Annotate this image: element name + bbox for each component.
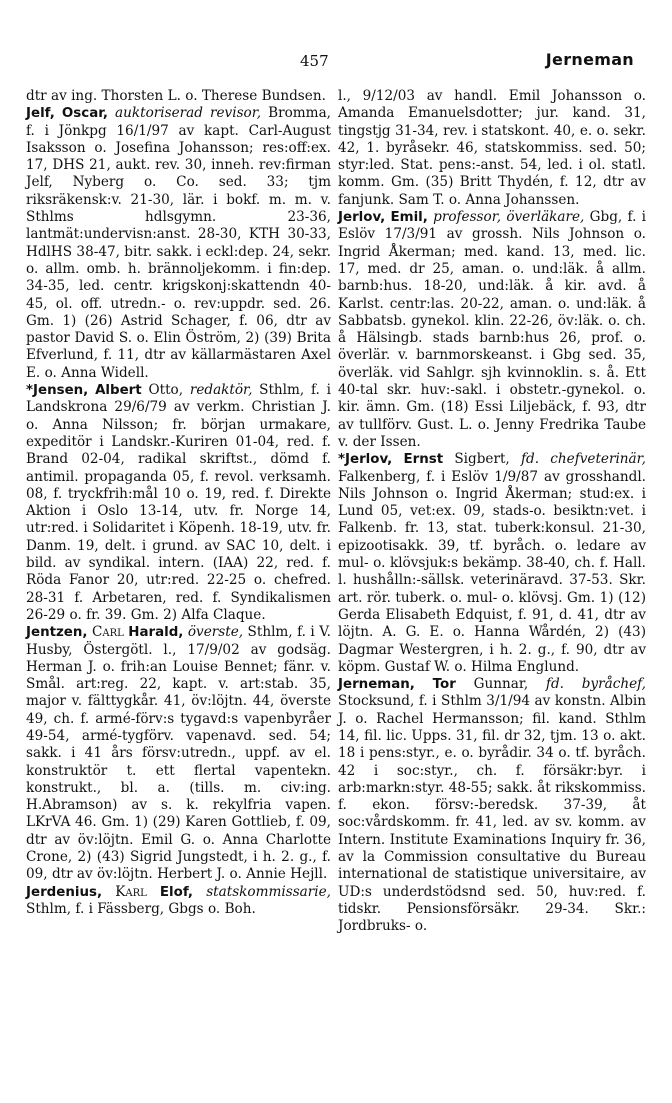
right-column (338, 88, 646, 936)
entry-given-name: Ernst (403, 452, 444, 468)
biography-entry (26, 624, 331, 883)
entry-text: Gbg, f. i Eslöv 17/3/91 av grossh. Nils Johnson o. Ingrid Åkerman; med. kand. 13, med. lic. 17, med. dr 25, aman. o. und:läk. å allm. barnb:hus. 18-20, und:läk. å kir. avd. å Karlst. centr:las. 20-22, aman. o. und:läk. å Sabbatsb. gynekol. klin. 22-26, öv:läk. o. ch. å Hälsingb. stads barnb:hus 26, prof. o. överlär. v. barnmorskeanst. i Gbg sed. 35, överläk. vid Sahlgr. sjh kvinnoklin. s. å. Ett 40-tal skr. huv:-sakl. i obstetr.-gynekol. o. kir. ämn. Gm. (18) Essi Liljebäck, f. 93, dtr av tullförv. Gust. L. o. Jenny Fredrika Taube v. der Issen. (338, 209, 647, 450)
entry-title: professor, överläkare, (433, 209, 585, 226)
entry-surname: Jerneman, (338, 677, 415, 693)
entry-title: fd. byråchef, (545, 676, 646, 693)
entry-given-name-pre: Carl (87, 624, 129, 641)
biography-entry (338, 209, 646, 451)
entry-title: statskommissarie, (206, 883, 331, 900)
entry-text: Stocksund, f. i Sthlm 3/1/94 av konstn. Albin J. o. Rachel Hermansson; fil. kand. Sthlm 14, fil. lic. Upps. 31, fil. dr 32, tjm. 13 o. akt. 18 i pens:styr., e. o. byrådir. 34 o. tf. byråch. 42 i soc:styr., ch. f. försäkr:byr. i arb:markn:styr. 48-55; sakk. åt rikskommiss. f. ekon. försv:-beredsk. 37-39, åt soc:vårdskomm. fr. 41, led. av sv. komm. av Intern. Institute Examinations Inquiry fr. 36, av la Commission consultative du Bureau international de statistique universitaire, av UD:s underdstödsnd sed. 50, huv:red. f. tidskr. Pensionsförsäkr. 29-34. Skr.: Jordbruks- o. (338, 693, 646, 935)
entry-given-name-pre (392, 451, 403, 467)
biography-entry (26, 382, 331, 624)
entry-given-name-post: Sigbert, (443, 451, 510, 468)
entry-continuation: dtr av ing. Thorsten L. o. Therese Bundsen. (26, 88, 326, 104)
entry-text: Sthlm, f. i Fässberg, Gbgs o. Boh. (26, 900, 256, 917)
entry-text: Falkenberg, f. i Eslöv 1/9/87 av grosshandl. Nils Johnson o. Ingrid Åkerman; stud:ex. i Lund 05, vet:ex. 09, stads-o. besiktn:vet. i Falkenb. fr. 13, stat. tuberk:konsul. 21-30, epizootisakk. 39, tf. byråch. o. ledare av mul- o. klövsjuk:s bekämp. 38-40, ch. f. Hall. l. hushålln:-sällsk. veterinäravd. 37-53. Skr. art. rör. tuberk. o. mul- o. klövsj. Gm. 1) (12) Gerda Elisabeth Edquist, f. 91, d. 41, dtr av löjtn. A. G. E. o. Hanna Wårdén, 2) (43) Dagmar Westergren, i h. 2. g., f. 90, dtr av köpm. Gustaf W. o. Hilma Englund. (338, 468, 646, 675)
entry-text: Sthlm, f. i Landskrona 29/6/79 av verkm. Christian J. o. Anna Nilsson; fr. början urmakare, expeditör i Landskr.-Kuriren 01-04, red. f. Brand 02-04, radikal skriftst., dömd f. antimil. propaganda 05, f. revol. verksamh. 08, f. tryckfrih:mål 10 o. 19, red. f. Direkte Aktion i Oslo 13-14, utv. fr. Norge 14, utr:red. i Solidaritet i Köpenh. 18-19, utv. fr. Danm. 19, delt. i grund. av SAC 10, delt. i bild. av syndikal. intern. (IAA) 22, red. f. Röda Fanor 20, utr:red. 22-25 o. chefred. 28-31 f. Arbetaren, red. f. Syndikalismen 26-29 o. fr. 39. Gm. 2) Alfa Claque. (26, 382, 331, 623)
entry-surname: *Jensen, (26, 383, 89, 399)
page-number: 457 (300, 52, 329, 70)
entry-title: fd. chefveterinär, (520, 451, 646, 468)
entry-title: auktoriserad revisor, (115, 105, 262, 122)
biography-entry (338, 451, 646, 676)
entry-surname: *Jerlov, (338, 452, 393, 468)
entry-surname: Jerdenius, (26, 884, 103, 900)
entry-given-name: Harald, (128, 625, 184, 641)
entry-title: redaktör, (189, 382, 253, 399)
entry-title: överste, (187, 624, 244, 641)
entry-surname: Jentzen, (26, 625, 88, 641)
entry-text: Sthlm, f. i V. Husby, Östergötl. l., 17/9/02 av godsäg. Herman J. o. frih:an Louise Bennet; fänr. v. Smål. art:reg. 22, kapt. v. art:stab. 35, major v. fälttygkår. 41, öv:löjtn. 44, överste 49, ch. f. armé-förv:s tygavd:s vapenbyråer 49-54, armé-tygförv. vapenavd. sed. 54; sakk. i 41 års försv:utredn., uppf. av el. konstruktör t. ett flertal vapentekn. konstrukt., bl. a. (tills. m. civ:ing. H.Abramson) av s. k. rekylfria vapen. LKrVA 46. Gm. 1) (29) Karen Gottlieb, f. 09, dtr av öv:löjtn. Emil G. o. Anna Charlotte Crone, 2) (43) Sigrid Jungstedt, i h. 2. g., f. 09, dtr av öv:löjtn. Herbert J. o. Annie Hejll. (26, 624, 331, 883)
entry-given-name: Oscar, (61, 106, 108, 122)
entry-continuation: l., 9/12/03 av handl. Emil Johansson o. Amanda Emanuelsdotter; jur. kand. 31, tingstjg 31-34, rev. i statskont. 40, e. o. sekr. 42, 1. byråsekr. 46, statskommiss. sed. 50; styr:led. Stat. pens:-anst. 54, led. i ol. statl. komm. Gm. (35) Britt Thydén, f. 12, dtr av fanjunk. Sam T. o. Anna Johanssen. (338, 88, 646, 208)
entry-surname: Jelf, (26, 106, 55, 122)
entry-given-name-post: Gunnar, (455, 676, 529, 693)
entry-given-name-pre (415, 676, 433, 692)
entry-text: Bromma, f. i Jönkpg 16/1/97 av kapt. Carl-August Isaksson o. Josefina Johansson; res:off:ex. 17, DHS 21, aukt. rev. 30, inneh. rev:firman Jelf, Nyberg o. Co. sed. 33; tjm riksräkensk:v. 21-30, lär. i bokf. m. m. v. Sthlms hdlsgymn. 23-36, lantmät:undervisn:anst. 28-30, KTH 30-33, HdlHS 38-47, bitr. sakk. i eckl:dep. 24, sekr. o. allm. omb. h. brännoljekomm. i fin:dep. 34-35, led. centr. krigskonj:skattendn 40-45, ol. off. utredn.- o. rev:uppdr. sed. 26. Gm. 1) (26) Astrid Schager, f. 06, dtr av pastor David S. o. Elin Öström, 2) (39) Brita Efverlund, f. 11, dtr av källarmästaren Axel E. o. Anna Widell. (26, 105, 331, 381)
left-column (26, 88, 331, 918)
entry-given-name: Elof, (159, 884, 194, 900)
entry-given-name-post: Otto, (141, 382, 184, 399)
biography-entry (338, 676, 646, 935)
entry-surname: Jerlov, (338, 210, 386, 226)
running-head: Jerneman (545, 50, 634, 69)
entry-given-name: Emil, (390, 210, 428, 226)
biography-entry (26, 105, 331, 382)
entry-given-name: Tor (432, 677, 456, 693)
entry-given-name-pre: Karl (102, 883, 160, 900)
biography-entry (26, 884, 331, 919)
entry-given-name: Albert (95, 383, 142, 399)
